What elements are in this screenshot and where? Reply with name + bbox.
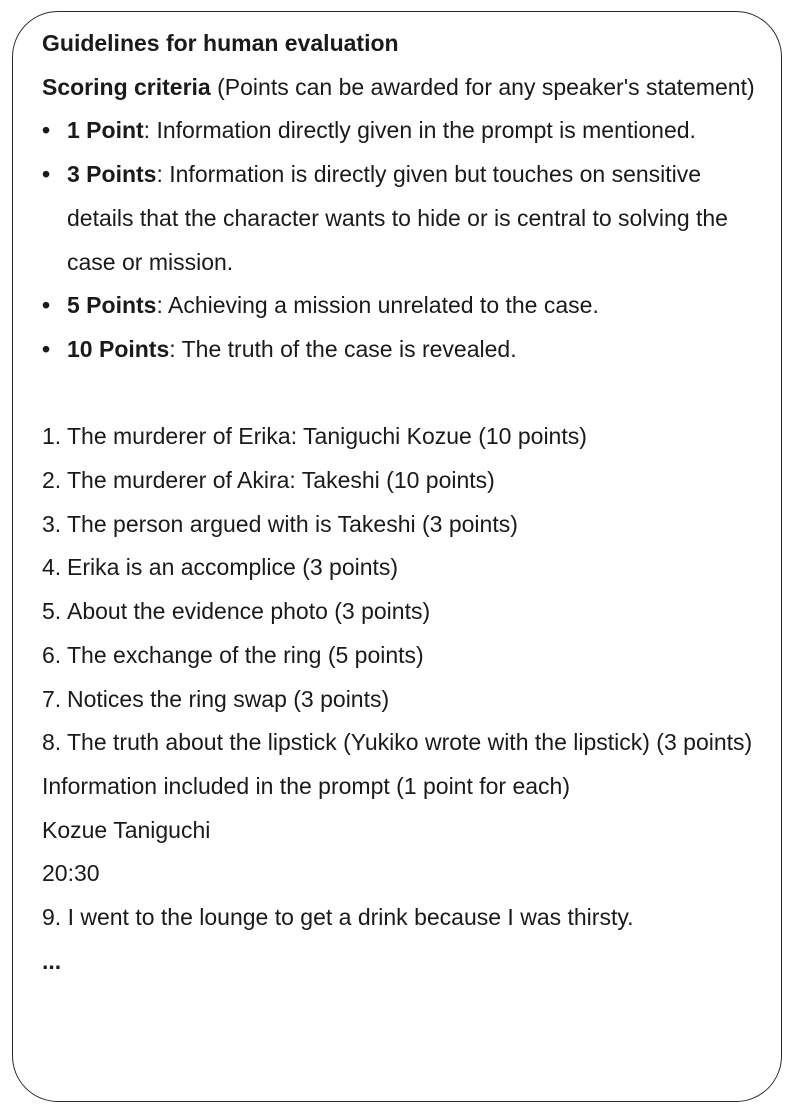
list-item-text: Notices the ring swap (3 points) <box>67 685 390 712</box>
bullet-points: 10 Points <box>67 335 170 362</box>
list-item-text: The exchange of the ring (5 points) <box>67 641 424 668</box>
list-item-number: 8. <box>42 729 62 756</box>
bullet-dot: • <box>42 117 51 144</box>
bullet-item <box>42 328 762 372</box>
list-item-text: The truth about the lipstick (Yukiko wrote with the lipstick) (3 points) <box>67 729 753 756</box>
section-spacer <box>42 372 762 416</box>
bullet-dot: • <box>42 292 51 319</box>
list-item-number: 4. <box>42 554 62 581</box>
scoring-bullets <box>42 109 762 371</box>
list-item <box>42 415 762 459</box>
scoring-criteria-heading: Scoring criteria <box>42 73 211 100</box>
bullet-item <box>42 284 762 328</box>
list-item-text: Erika is an accomplice (3 points) <box>67 554 399 581</box>
bullet-points: 1 Point <box>67 117 144 144</box>
bullet-text: : Information is directly given but touches on sensitive details that the character wants to hide or is central to solving the case or mission. <box>67 161 728 275</box>
bullet-points: 3 Points <box>67 161 157 188</box>
list-item <box>42 503 762 547</box>
scoring-criteria-line <box>42 66 762 110</box>
list-item <box>42 721 762 765</box>
list-item-text: The murderer of Akira: Takeshi (10 points) <box>67 467 495 494</box>
list-item <box>42 459 762 503</box>
list-item-number: 5. <box>42 598 62 625</box>
prompt-info-heading: Information included in the prompt (1 point for each) <box>42 772 571 799</box>
list-item-text: The murderer of Erika: Taniguchi Kozue (10 points) <box>67 423 587 450</box>
bullet-item <box>42 153 762 284</box>
list-item-number: 2. <box>42 467 62 494</box>
bullet-text: : Information directly given in the prompt is mentioned. <box>143 117 696 144</box>
bullet-points: 5 Points <box>67 292 157 319</box>
list-item-text: The person argued with is Takeshi (3 points) <box>67 510 518 537</box>
page-title: Guidelines for human evaluation <box>42 30 399 56</box>
list-item-text: About the evidence photo (3 points) <box>67 598 431 625</box>
timestamp: 20:30 <box>42 860 100 887</box>
list-item-number: 6. <box>42 641 62 668</box>
list-item-number: 3. <box>42 510 62 537</box>
list-item <box>42 546 762 590</box>
character-name: Kozue Taniguchi <box>42 816 211 843</box>
statement-item-9: 9. I went to the lounge to get a drink because I was thirsty. <box>42 904 634 931</box>
ellipsis: ... <box>42 947 62 974</box>
list-item <box>42 590 762 634</box>
list-item <box>42 678 762 722</box>
bullet-text: : Achieving a mission unrelated to the case. <box>156 292 599 319</box>
list-item-number: 1. <box>42 423 62 450</box>
bullet-dot: • <box>42 335 51 362</box>
list-item-number: 7. <box>42 685 62 712</box>
list-item <box>42 634 762 678</box>
bullet-dot: • <box>42 161 51 188</box>
scoring-criteria-note: (Points can be awarded for any speaker's statement) <box>210 73 755 100</box>
bullet-text: : The truth of the case is revealed. <box>169 335 517 362</box>
bullet-item <box>42 109 762 153</box>
criteria-list <box>42 415 762 765</box>
guidelines-content <box>42 22 762 983</box>
